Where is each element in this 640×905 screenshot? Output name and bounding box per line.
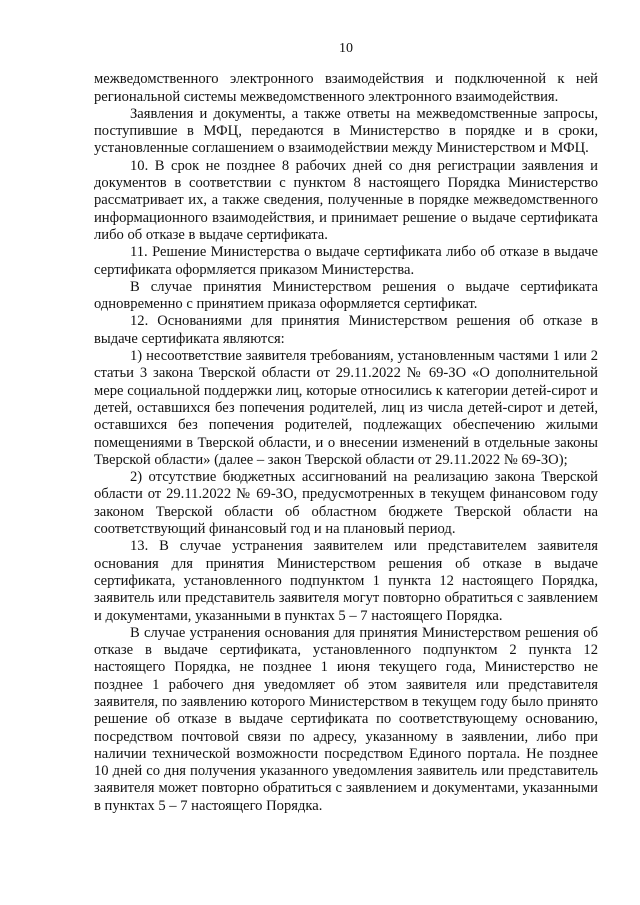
- paragraph-11-certificate: В случае принятия Министерством решения о выдаче сертификата одновременно с принятием приказа оформляется сертификат.: [94, 278, 598, 313]
- paragraph-continuation: межведомственного электронного взаимодействия и подключенной к ней региональной системы межведомственного электронного взаимодействия.: [94, 71, 598, 105]
- paragraph-13-notification: В случае устранения основания для принятия Министерством решения об отказе в выдаче сертификата, установленного подпунктом 2 пункта 12 настоящего Порядка, не позднее 1 июня текущего года, Министерство не позднее 1 рабочего дня уведомляет об этом заявителя или представителя заявителя, по заявлению которого Министерством в текущем году было принято решение об отказе в выдаче сертификата по соответствующему основанию, посредством почтовой связи по адресу, указанному в заявлении, либо при наличии технической возможности посредством Единого портала. Не позднее 10 дней со дня получения указанного уведомления заявитель или представитель заявителя может повторно обратиться с заявлением и документами, указанными в пунктах 5 – 7 настоящего Порядка.: [94, 624, 598, 814]
- page-number: 10: [339, 41, 353, 56]
- paragraph-11: 11. Решение Министерства о выдаче сертификата либо об отказе в выдаче сертификата оформляется приказом Министерства.: [94, 244, 598, 278]
- paragraph-12-item-2: 2) отсутствие бюджетных ассигнований на реализацию закона Тверской области от 29.11.2022 № 69-ЗО, предусмотренных в текущем финансовом году законом Тверской области об областном бюджете Тверской области на соответствующий финансовый год и на плановый период.: [94, 469, 598, 538]
- paragraph-12-item-1: 1) несоответствие заявителя требованиям, установленным частями 1 или 2 статьи 3 закона Тверской области от 29.11.2022 № 69-ЗО «О дополнительной мере социальной поддержки лиц, которые относились к категории детей-сирот и детей, оставшихся без попечения родителей, лиц из числа детей-сирот и детей, оставшихся без попечения родителей, подлежащих обеспечению жилыми помещениями в Тверской области, и о внесении изменений в отдельные законы Тверской области» (далее – закон Тверской области от 29.11.2022 № 69-ЗО);: [94, 348, 598, 468]
- paragraph-10: 10. В срок не позднее 8 рабочих дней со дня регистрации заявления и документов в соответствии с пунктом 8 настоящего Порядка Министерство рассматривает их, а также сведения, полученные в порядке межведомственного информационного взаимодействия, и принимает решение о выдаче сертификата либо об отказе в выдаче сертификата.: [94, 157, 598, 243]
- paragraph-12: 12. Основаниями для принятия Министерством решения об отказе в выдаче сертификата являются:: [94, 313, 598, 347]
- paragraph-mfc-transfer: Заявления и документы, а также ответы на межведомственные запросы, поступившие в МФЦ, передаются в Министерство в порядке и в сроки, установленные соглашением о взаимодействии между Министерством и МФЦ.: [94, 105, 598, 157]
- document-page: [94, 40, 598, 815]
- paragraph-13: 13. В случае устранения заявителем или представителем заявителя основания для принятия Министерством решения об отказе в выдаче сертификата, установленного подпунктом 1 пункта 12 настоящего Порядка, заявитель или представитель заявителя могут повторно обратиться с заявлением и документами, указанными в пунктах 5 – 7 настоящего Порядка.: [94, 538, 598, 624]
